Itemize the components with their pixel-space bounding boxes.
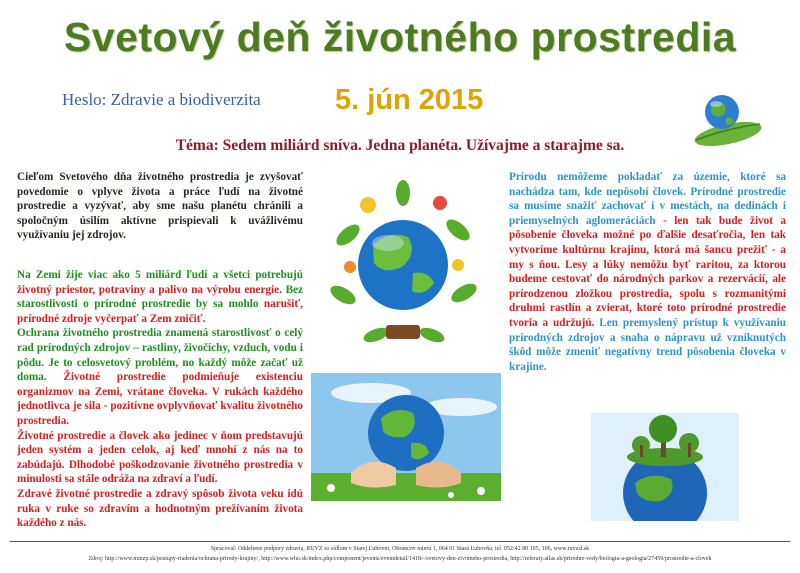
para-2-red: narušiť, prírodné zdroje vyčerpať a Zem zničiť. — [17, 298, 304, 325]
right-para-blue: Prírodu nemôžeme pokladať za územie, ktoré sa nachádza tam, kde nepôsobí človek. Prírodné prostredie sa musíme snažiť zachovať i v mestách, na dedinách i priemyselných aglomeráciách — [509, 171, 786, 227]
footer-credits: Spracoval: Oddelenie podpory zdravia, RÚVZ so sídlom v Starej Ľubovni, Obrancov mieru 1, 064 01 Stará Ľubovňa, tel. 052/42 80 105, 106, www.ruvzsl.sk — [210, 546, 590, 552]
para-4: Životné prostredie a človek ako jedinec v ňom predstavujú jeden systém a jeden celok, aj keď mnohí z nás na to zabúdajú. Dlhodobé poškodzovanie životného prostredia v minulosti sa stále odráža na zdraví a ľudí. — [17, 429, 303, 486]
para-3-green: Ochrana životného prostredia znamená starostlivosť o celý rad prírodných zdrojov – rastliny, živočíchy, vzduch, vodu i pôdu. Je to celosvetový problém, no každý môže začať už doma. — [17, 327, 303, 384]
para-1-red: životný priestor, potraviny a palivo na výrobu energie. — [17, 283, 282, 296]
event-date: 5. jún 2015 — [335, 84, 484, 116]
motto-text: Heslo: Zdravie a biodiverzita — [62, 90, 261, 109]
footer-divider — [10, 541, 790, 542]
right-para-red: - len tak bude život a pôsobenie človeka možné po ďalšie desaťročia, len tak vytvoríme kultúrnu krajinu, ktorá má šancu prežiť - a my s ňou. Lesy a lúky nemôžu byť raritou, za ktorou budeme cestovať do národných parkov a rezervácií, ale prírodzenou zložkou prostredia, spolu s rozmanitými druhmi rastlín a zvierat, ktoré toto prírodné prostredie tvoria a udržujú. — [509, 214, 786, 329]
para-3-red: Životné prostredie podmieňuje existenciu organizmov na Zemi, vrátane človeka. V rukách každého jednotlivca je sila - pozitívne ovplyvňovať kvalitu životného prostredia. — [17, 371, 303, 427]
right-para-blue-2: Len premyslený prístup k využívaniu prírodných zdrojov a snaha o nápravu už vzniknutých škôd môže zmeniť negatívny trend pôsobenia človeka v krajine. — [509, 316, 786, 373]
para-2-green: Bez starostlivosti o prírodné prostredie by sa mohlo — [17, 283, 304, 311]
globe-nature-image — [328, 175, 478, 355]
theme-heading: Téma: Sedem miliárd snívа. Jedna planéta. Užívajme a starajme sa. — [175, 137, 625, 154]
page-title: Svetový deň životného prostredia — [63, 14, 737, 60]
para-1-green: Na Zemi žije viac ako 5 miliárd ľudí a všetci potrebujú — [17, 269, 303, 281]
left-column-body — [17, 268, 303, 531]
intro-paragraph: Cieľom Svetového dňa životného prostredia je zvyšovať povedomie o vplyve života a práce ľudí na životné prostredie a vyzývať, aby sme našu planétu chránili a spoločným úsilím aktívne prispievali k uvážlivému využívaniu jej zdrojov. — [17, 171, 303, 242]
right-column — [509, 170, 786, 374]
para-5: Zdravé životné prostredie a zdravý spôsob života veku idú ruka v ruke so zdravím a hodnotným prežívaním života každého z nás. — [17, 487, 303, 530]
left-column — [17, 170, 303, 243]
footer-sources: Zdroj: http://www.minzp.sk/postupy-riadenia/ochrana-prirody-krajiny/, http://www.who.sk/index.php/component/jevents/eventdetail/1418/-/svetovy-den-zivotneho-prostredia, http://referaty.atlas.sk/prirodne-vedy/biologia-a-geologia/27459/prostredie-a-clovek — [88, 556, 712, 562]
globe-trees-image — [591, 413, 739, 521]
globe-in-hands-image — [311, 373, 501, 501]
